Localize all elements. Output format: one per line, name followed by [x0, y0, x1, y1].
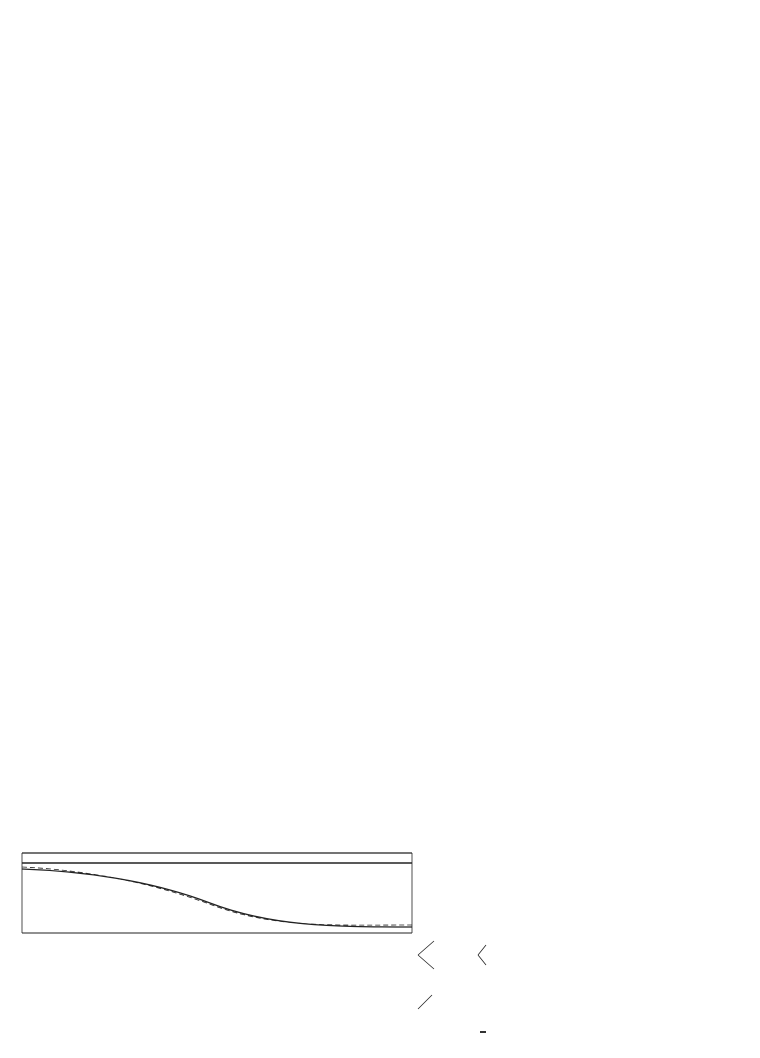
cross-section-outline [22, 853, 412, 933]
bieger-curve [22, 869, 412, 927]
figure-code [480, 1031, 486, 1033]
left-column [22, 6, 374, 16]
figure-drawing [0, 755, 760, 1054]
computed-curve [22, 867, 412, 925]
legend [418, 941, 486, 1009]
figure-6 [0, 755, 760, 1054]
